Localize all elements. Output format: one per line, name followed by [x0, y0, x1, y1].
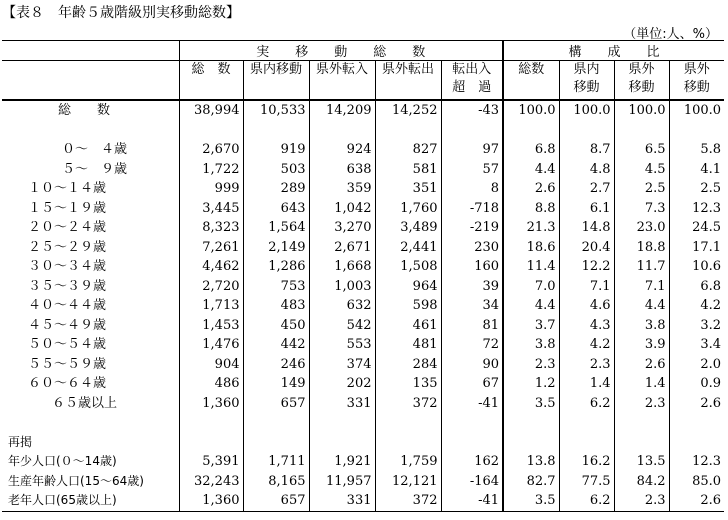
- table-title: 【表８ 年齢５歳階級別実移動総数】: [2, 5, 240, 21]
- table-row: [2, 433, 724, 453]
- table-cell: 1,921: [309, 452, 375, 472]
- table-cell: 2.7: [559, 179, 614, 199]
- table-cell: 643: [243, 199, 309, 219]
- table-cell: [375, 413, 441, 433]
- table-cell: 11.4: [503, 257, 559, 277]
- table-cell: 100.0: [559, 100, 614, 121]
- table-cell: [669, 121, 724, 141]
- table-cell: 632: [309, 296, 375, 316]
- table-cell: 6.8: [503, 140, 559, 160]
- table-cell: 4.4: [503, 160, 559, 180]
- table-cell: 1,759: [375, 452, 441, 472]
- table-cell: -41: [441, 491, 503, 511]
- table-cell: 7.3: [614, 199, 669, 219]
- table-cell: 7.0: [503, 277, 559, 297]
- table-cell: 13.5: [614, 452, 669, 472]
- table-cell: 1,286: [243, 257, 309, 277]
- table-row: [2, 374, 724, 394]
- table-cell: [309, 121, 375, 141]
- column-header: 総 数: [179, 61, 243, 101]
- table-cell: 90: [441, 355, 503, 375]
- row-label: １５～１９歳: [28, 200, 107, 216]
- table-cell: 97: [441, 140, 503, 160]
- table-cell: 1,360: [179, 394, 243, 414]
- table-cell: 202: [309, 374, 375, 394]
- table-cell: 21.3: [503, 218, 559, 238]
- column-header: 県外 移動: [614, 61, 669, 101]
- table-cell: 4.1: [669, 160, 724, 180]
- table-cell: 3.9: [614, 335, 669, 355]
- table-cell: 12.3: [669, 199, 724, 219]
- table-cell: [243, 121, 309, 141]
- table-cell: [503, 413, 559, 433]
- row-label: ３０～３４歳: [28, 259, 107, 274]
- table-row: [2, 277, 724, 297]
- row-label: ３５～３９歳: [28, 278, 107, 294]
- row-label: 再掲: [8, 434, 33, 449]
- table-cell: 1,668: [309, 257, 375, 277]
- table-cell: 8: [441, 179, 503, 199]
- table-cell: 11.7: [614, 257, 669, 277]
- table-cell: 2,670: [179, 140, 243, 160]
- row-label: ４０～４４歳: [28, 298, 107, 313]
- table-cell: 3.7: [503, 316, 559, 336]
- table-cell: 3,445: [179, 199, 243, 219]
- table-cell: 999: [179, 179, 243, 199]
- table-cell: 246: [243, 355, 309, 375]
- table-cell: 1,453: [179, 316, 243, 336]
- table-cell: 581: [375, 160, 441, 180]
- table-cell: 483: [243, 296, 309, 316]
- migration-table: [2, 40, 724, 512]
- row-label: ２５～２９歳: [28, 239, 107, 255]
- table-cell: [669, 433, 724, 453]
- row-label: ２０～２４歳: [28, 220, 107, 235]
- group-header-actual: 実 移 動 総 数: [179, 41, 503, 61]
- table-cell: 14,209: [309, 100, 375, 121]
- table-cell: 4.4: [503, 296, 559, 316]
- table-cell: 5.8: [669, 140, 724, 160]
- table-cell: 1,476: [179, 335, 243, 355]
- table-cell: 450: [243, 316, 309, 336]
- table-cell: 100.0: [503, 100, 559, 121]
- table-row: [2, 140, 724, 160]
- row-label: １０～１４歳: [28, 181, 107, 196]
- table-cell: 24.5: [669, 218, 724, 238]
- table-cell: [614, 433, 669, 453]
- table-cell: 14.8: [559, 218, 614, 238]
- table-cell: 3.4: [669, 335, 724, 355]
- table-cell: 374: [309, 355, 375, 375]
- table-cell: 4.5: [614, 160, 669, 180]
- table-cell: 919: [243, 140, 309, 160]
- table-cell: 81: [441, 316, 503, 336]
- unit-label: （単位:人、%）: [623, 27, 718, 42]
- table-cell: 149: [243, 374, 309, 394]
- table-cell: [559, 413, 614, 433]
- table-cell: 1.4: [559, 374, 614, 394]
- table-row: [2, 218, 724, 238]
- table-cell: [441, 433, 503, 453]
- table-cell: 4.6: [559, 296, 614, 316]
- table-cell: [503, 433, 559, 453]
- table-cell: 3,489: [375, 218, 441, 238]
- table-cell: [614, 413, 669, 433]
- table-cell: 72: [441, 335, 503, 355]
- table-row: [2, 296, 724, 316]
- table-cell: 13.8: [503, 452, 559, 472]
- table-cell: 20.4: [559, 238, 614, 258]
- table-cell: 32,243: [179, 472, 243, 492]
- table-row: [2, 100, 724, 121]
- table-cell: 1,722: [179, 160, 243, 180]
- table-cell: 17.1: [669, 238, 724, 258]
- table-cell: 638: [309, 160, 375, 180]
- column-header: 県外転出: [375, 61, 441, 101]
- table-cell: 1,360: [179, 491, 243, 511]
- row-label: 老年人口(65歳以上): [2, 491, 179, 511]
- table-cell: 4.4: [614, 296, 669, 316]
- table-cell: 598: [375, 296, 441, 316]
- table-cell: 289: [243, 179, 309, 199]
- table-row: [2, 335, 724, 355]
- table-cell: 23.0: [614, 218, 669, 238]
- table-cell: 2,149: [243, 238, 309, 258]
- table-cell: 351: [375, 179, 441, 199]
- table-cell: 442: [243, 335, 309, 355]
- table-cell: 84.2: [614, 472, 669, 492]
- table-cell: -219: [441, 218, 503, 238]
- row-label: 生産年齢人口(15～64歳): [8, 473, 144, 488]
- table-cell: 4.3: [559, 316, 614, 336]
- table-cell: 8,165: [243, 472, 309, 492]
- table-cell: 553: [309, 335, 375, 355]
- table-cell: 1,508: [375, 257, 441, 277]
- column-header: 県外 移動: [669, 61, 724, 101]
- table-cell: 3.5: [503, 491, 559, 511]
- table-cell: 924: [309, 140, 375, 160]
- table-cell: 160: [441, 257, 503, 277]
- table-cell: 34: [441, 296, 503, 316]
- table-cell: 3.8: [503, 335, 559, 355]
- table-cell: 359: [309, 179, 375, 199]
- table-row: [2, 160, 724, 180]
- table-cell: 331: [309, 491, 375, 511]
- table-cell: 1.2: [503, 374, 559, 394]
- table-cell: -43: [441, 100, 503, 121]
- table-cell: 0.9: [669, 374, 724, 394]
- table-cell: 2.3: [559, 355, 614, 375]
- table-cell: 4.2: [669, 296, 724, 316]
- table-row: [2, 199, 724, 219]
- table-cell: 18.8: [614, 238, 669, 258]
- table-cell: 77.5: [559, 472, 614, 492]
- table-cell: 1,042: [309, 199, 375, 219]
- table-cell: 38,994: [179, 100, 243, 121]
- table-cell: 6.2: [559, 394, 614, 414]
- table-cell: 503: [243, 160, 309, 180]
- row-label: 年少人口(０～14歳): [8, 454, 117, 468]
- table-cell: 11,957: [309, 472, 375, 492]
- row-label: ５５～５９歳: [28, 356, 107, 372]
- table-cell: 7.1: [559, 277, 614, 297]
- table-cell: 100.0: [614, 100, 669, 121]
- table-cell: 657: [243, 394, 309, 414]
- row-label: ６０～６４歳: [28, 376, 107, 391]
- table-cell: [243, 413, 309, 433]
- stub-header: [2, 41, 179, 61]
- column-header: 転出入 超 過: [441, 61, 503, 101]
- table-cell: -718: [441, 199, 503, 219]
- table-cell: 8,323: [179, 218, 243, 238]
- table-cell: 372: [375, 491, 441, 511]
- table-cell: 230: [441, 238, 503, 258]
- table-cell: 481: [375, 335, 441, 355]
- row-label: ６５歳以上: [52, 395, 118, 411]
- table-row: [2, 452, 724, 472]
- table-cell: 135: [375, 374, 441, 394]
- table-cell: 6.1: [559, 199, 614, 219]
- table-cell: 67: [441, 374, 503, 394]
- table-cell: [559, 121, 614, 141]
- row-label: 総 数: [58, 103, 111, 118]
- table-cell: [179, 121, 243, 141]
- table-row: [2, 238, 724, 258]
- row-label: ４５～４９歳: [28, 317, 107, 333]
- row-label: [2, 121, 179, 141]
- table-cell: 284: [375, 355, 441, 375]
- table-cell: 2.3: [503, 355, 559, 375]
- table-cell: 7,261: [179, 238, 243, 258]
- table-cell: 657: [243, 491, 309, 511]
- table-cell: 6.5: [614, 140, 669, 160]
- table-cell: 8.8: [503, 199, 559, 219]
- table-cell: [309, 433, 375, 453]
- table-cell: 6.8: [669, 277, 724, 297]
- table-cell: 2.5: [614, 179, 669, 199]
- table-cell: 10.6: [669, 257, 724, 277]
- table-cell: 162: [441, 452, 503, 472]
- row-label: [2, 413, 179, 433]
- table-cell: 3.2: [669, 316, 724, 336]
- table-cell: 542: [309, 316, 375, 336]
- table-cell: 904: [179, 355, 243, 375]
- column-header: 県内 移動: [559, 61, 614, 101]
- table-cell: 461: [375, 316, 441, 336]
- table-cell: 2.0: [669, 355, 724, 375]
- row-label: ５～ ９歳: [62, 161, 128, 177]
- table-cell: [179, 413, 243, 433]
- table-cell: 1,760: [375, 199, 441, 219]
- table-row: [2, 413, 724, 433]
- table-cell: 486: [179, 374, 243, 394]
- table-cell: 18.6: [503, 238, 559, 258]
- table-row: [2, 355, 724, 375]
- table-cell: 85.0: [669, 472, 724, 492]
- column-header: 総数: [503, 61, 559, 101]
- table-row: [2, 491, 724, 511]
- table-cell: [179, 433, 243, 453]
- column-header: 県内移動: [243, 61, 309, 101]
- table-cell: 82.7: [503, 472, 559, 492]
- stub-subheader: [2, 61, 179, 101]
- row-label: ５０～５４歳: [28, 337, 107, 352]
- table-cell: 14,252: [375, 100, 441, 121]
- table-cell: [669, 413, 724, 433]
- table-cell: 7.1: [614, 277, 669, 297]
- table-cell: [243, 433, 309, 453]
- table-cell: 57: [441, 160, 503, 180]
- table-row: [2, 316, 724, 336]
- table-row: [2, 472, 724, 492]
- table-cell: 372: [375, 394, 441, 414]
- table-cell: 3.5: [503, 394, 559, 414]
- table-cell: 1,713: [179, 296, 243, 316]
- table-cell: 2.6: [669, 394, 724, 414]
- table-row: [2, 121, 724, 141]
- table-cell: [309, 413, 375, 433]
- table-cell: 331: [309, 394, 375, 414]
- table-row: [2, 179, 724, 199]
- table-cell: [441, 413, 503, 433]
- table-cell: 1,711: [243, 452, 309, 472]
- table-row: [2, 394, 724, 414]
- table-cell: 2,720: [179, 277, 243, 297]
- table-cell: 8.7: [559, 140, 614, 160]
- table-cell: 2.6: [669, 491, 724, 511]
- table-cell: 4.2: [559, 335, 614, 355]
- group-header-ratio: 構 成 比: [503, 41, 724, 61]
- table-cell: [375, 433, 441, 453]
- table-cell: 1.4: [614, 374, 669, 394]
- table-cell: 6.2: [559, 491, 614, 511]
- table-cell: 2.6: [614, 355, 669, 375]
- table-cell: 753: [243, 277, 309, 297]
- table-cell: 2.3: [614, 491, 669, 511]
- table-cell: 3.8: [614, 316, 669, 336]
- table-cell: 2.3: [614, 394, 669, 414]
- table-cell: 827: [375, 140, 441, 160]
- table-cell: [614, 121, 669, 141]
- table-cell: 2,671: [309, 238, 375, 258]
- table-row: [2, 257, 724, 277]
- table-cell: 100.0: [669, 100, 724, 121]
- table-cell: 12.2: [559, 257, 614, 277]
- row-label: ０～ ４歳: [62, 142, 128, 157]
- table-cell: 10,533: [243, 100, 309, 121]
- table-cell: 1,003: [309, 277, 375, 297]
- table-cell: 16.2: [559, 452, 614, 472]
- table-cell: 12.3: [669, 452, 724, 472]
- table-cell: 4.8: [559, 160, 614, 180]
- table-cell: 3,270: [309, 218, 375, 238]
- table-cell: -164: [441, 472, 503, 492]
- table-cell: [559, 433, 614, 453]
- table-cell: 2.5: [669, 179, 724, 199]
- table-cell: 1,564: [243, 218, 309, 238]
- table-cell: 39: [441, 277, 503, 297]
- column-header: 県外転入: [309, 61, 375, 101]
- table-cell: 2,441: [375, 238, 441, 258]
- table-cell: [441, 121, 503, 141]
- table-cell: -41: [441, 394, 503, 414]
- table-cell: 4,462: [179, 257, 243, 277]
- table-cell: [375, 121, 441, 141]
- table-cell: 2.6: [503, 179, 559, 199]
- table-cell: 5,391: [179, 452, 243, 472]
- table-cell: 964: [375, 277, 441, 297]
- table-cell: 12,121: [375, 472, 441, 492]
- table-cell: [503, 121, 559, 141]
